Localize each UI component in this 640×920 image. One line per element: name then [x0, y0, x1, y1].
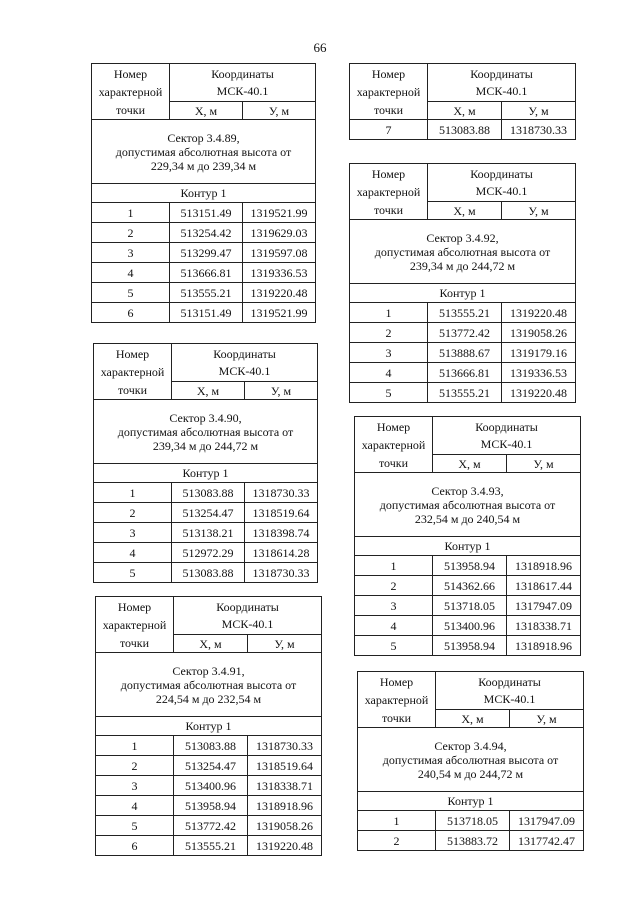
point-number: 1 [94, 483, 172, 503]
contour-label: Контур 1 [94, 464, 318, 483]
table-row [350, 383, 576, 403]
y-coordinate: 1318918.96 [507, 556, 581, 576]
x-coordinate: 513254.47 [172, 503, 245, 523]
table-row [96, 836, 322, 856]
header-x: X, м [172, 382, 245, 400]
sector-line: допустимая абсолютная высота от [120, 677, 297, 692]
sector-row [96, 653, 322, 717]
header-x: X, м [174, 635, 248, 653]
table-row [92, 263, 316, 283]
header-point-line: точки [373, 102, 404, 117]
x-coordinate: 513772.42 [174, 816, 248, 836]
y-coordinate: 1318398.74 [245, 523, 318, 543]
x-coordinate: 513151.49 [170, 303, 243, 323]
point-number: 4 [96, 796, 174, 816]
table-row [92, 243, 316, 263]
table-row [92, 303, 316, 323]
header-point-line: характерной [356, 84, 421, 99]
x-coordinate: 513555.21 [428, 303, 502, 323]
y-coordinate: 1318730.33 [245, 563, 318, 583]
header-point-cell [358, 672, 436, 728]
table-row [355, 596, 581, 616]
y-coordinate: 1318338.71 [248, 776, 322, 796]
header-point-cell [350, 164, 428, 220]
header-coords-line: Координаты [470, 66, 533, 81]
y-coordinate: 1318614.28 [245, 543, 318, 563]
coordinate-table [349, 163, 576, 403]
header-point-line: точки [119, 635, 150, 650]
x-coordinate: 513772.42 [428, 323, 502, 343]
sector-line: допустимая абсолютная высота от [115, 144, 292, 159]
y-coordinate: 1319597.08 [243, 243, 316, 263]
contour-row [358, 792, 584, 811]
sector-line: Сектор 3.4.90, [169, 410, 242, 425]
header-coords-line: Координаты [478, 674, 541, 689]
header-coords-line: Координаты [475, 419, 538, 434]
y-coordinate: 1319220.48 [502, 383, 576, 403]
point-number: 2 [94, 503, 172, 523]
y-coordinate: 1319521.99 [243, 303, 316, 323]
table-row [350, 120, 576, 140]
header-x: X, м [436, 710, 510, 728]
point-number: 2 [350, 323, 428, 343]
y-coordinate: 1318730.33 [248, 736, 322, 756]
header-y: У, м [502, 102, 576, 120]
point-number: 6 [96, 836, 174, 856]
x-coordinate: 513555.21 [174, 836, 248, 856]
x-coordinate: 513083.88 [428, 120, 502, 140]
header-point-line: Номер [113, 66, 148, 81]
header-point-cell [350, 64, 428, 120]
sector-line: допустимая абсолютная высота от [374, 244, 551, 259]
header-x: X, м [170, 102, 243, 120]
table-row [96, 816, 322, 836]
table-row [94, 483, 318, 503]
header-row [92, 64, 316, 102]
y-coordinate: 1319058.26 [248, 816, 322, 836]
table-row [358, 811, 584, 831]
x-coordinate: 513083.88 [172, 563, 245, 583]
y-coordinate: 1319179.16 [502, 343, 576, 363]
table-row [355, 636, 581, 656]
x-coordinate: 513151.49 [170, 203, 243, 223]
sector-line: 239,34 м до 244,72 м [152, 438, 259, 453]
header-point-line: характерной [361, 437, 426, 452]
x-coordinate: 513718.05 [433, 596, 507, 616]
point-number: 4 [94, 543, 172, 563]
table-row [355, 576, 581, 596]
y-coordinate: 1318730.33 [502, 120, 576, 140]
table-row [350, 323, 576, 343]
coordinate-table [357, 671, 584, 851]
contour-row [92, 184, 316, 203]
header-point-line: Номер [117, 599, 152, 614]
sector-line: 232,54 м до 240,54 м [414, 511, 521, 526]
x-coordinate: 513400.96 [433, 616, 507, 636]
sector-description [94, 400, 318, 464]
x-coordinate: 513958.94 [433, 556, 507, 576]
table-row [94, 543, 318, 563]
point-number: 4 [350, 363, 428, 383]
header-row [350, 64, 576, 102]
x-coordinate: 514362.66 [433, 576, 507, 596]
header-point-line: характерной [356, 184, 421, 199]
header-x: X, м [433, 455, 507, 473]
point-number: 5 [96, 816, 174, 836]
y-coordinate: 1319521.99 [243, 203, 316, 223]
y-coordinate: 1317947.09 [507, 596, 581, 616]
header-coords-cell [433, 417, 581, 455]
point-number: 2 [92, 223, 170, 243]
y-coordinate: 1317947.09 [510, 811, 584, 831]
header-coords-line: Координаты [216, 599, 279, 614]
contour-label: Контур 1 [96, 717, 322, 736]
header-y: У, м [245, 382, 318, 400]
header-point-line: точки [378, 455, 409, 470]
table-row [94, 503, 318, 523]
header-coords-line: МСК-40.1 [483, 691, 536, 706]
header-row [94, 344, 318, 382]
sector-description [350, 220, 576, 284]
header-y: У, м [243, 102, 316, 120]
header-point-line: Номер [371, 66, 406, 81]
sector-line: допустимая абсолютная высота от [379, 497, 556, 512]
x-coordinate: 513555.21 [428, 383, 502, 403]
sector-row [358, 728, 584, 792]
header-point-line: Номер [371, 166, 406, 181]
coordinate-table [91, 63, 316, 323]
x-coordinate: 513666.81 [428, 363, 502, 383]
point-number: 5 [350, 383, 428, 403]
sector-line: допустимая абсолютная высота от [117, 424, 294, 439]
point-number: 3 [94, 523, 172, 543]
contour-label: Контур 1 [358, 792, 584, 811]
sector-line: 239,34 м до 244,72 м [409, 258, 516, 273]
sector-line: Сектор 3.4.93, [431, 483, 504, 498]
sector-row [355, 473, 581, 537]
page-number: 66 [313, 40, 327, 55]
x-coordinate: 513555.21 [170, 283, 243, 303]
header-coords-line: МСК-40.1 [216, 83, 269, 98]
contour-label: Контур 1 [355, 537, 581, 556]
sector-description [92, 120, 316, 184]
point-number: 4 [355, 616, 433, 636]
y-coordinate: 1319220.48 [248, 836, 322, 856]
header-row [355, 417, 581, 455]
y-coordinate: 1318617.44 [507, 576, 581, 596]
table-row [96, 736, 322, 756]
sector-line: допустимая абсолютная высота от [382, 752, 559, 767]
table-row [92, 283, 316, 303]
y-coordinate: 1318519.64 [245, 503, 318, 523]
header-point-line: точки [115, 102, 146, 117]
contour-row [355, 537, 581, 556]
point-number: 3 [92, 243, 170, 263]
sector-line: 224,54 м до 232,54 м [155, 691, 262, 706]
x-coordinate: 513958.94 [433, 636, 507, 656]
header-point-line: точки [117, 382, 148, 397]
table-row [96, 796, 322, 816]
point-number: 6 [92, 303, 170, 323]
table-row [96, 776, 322, 796]
header-coords-cell [174, 597, 322, 635]
x-coordinate: 513666.81 [170, 263, 243, 283]
header-point-line: точки [381, 710, 412, 725]
point-number: 2 [96, 756, 174, 776]
y-coordinate: 1319220.48 [502, 303, 576, 323]
x-coordinate: 513888.67 [428, 343, 502, 363]
point-number: 1 [355, 556, 433, 576]
x-coordinate: 512972.29 [172, 543, 245, 563]
point-number: 1 [358, 811, 436, 831]
table-row [92, 223, 316, 243]
table-row [96, 756, 322, 776]
x-coordinate: 513138.21 [172, 523, 245, 543]
y-coordinate: 1319629.03 [243, 223, 316, 243]
table-row [92, 203, 316, 223]
header-coords-cell [170, 64, 316, 102]
x-coordinate: 513083.88 [172, 483, 245, 503]
coordinate-table [349, 63, 576, 140]
y-coordinate: 1318730.33 [245, 483, 318, 503]
header-point-cell [355, 417, 433, 473]
header-coords-line: Координаты [211, 66, 274, 81]
coordinate-table [93, 343, 318, 583]
header-coords-cell [436, 672, 584, 710]
table-row [94, 523, 318, 543]
header-point-line: характерной [364, 692, 429, 707]
header-row [96, 597, 322, 635]
sector-line: Сектор 3.4.91, [172, 663, 245, 678]
table-row [358, 831, 584, 851]
x-coordinate: 513254.42 [170, 223, 243, 243]
header-coords-line: МСК-40.1 [480, 436, 533, 451]
point-number: 1 [96, 736, 174, 756]
sector-description [355, 473, 581, 537]
header-point-line: характерной [100, 364, 165, 379]
contour-label: Контур 1 [92, 184, 316, 203]
header-x: X, м [428, 102, 502, 120]
table-row [350, 363, 576, 383]
y-coordinate: 1317742.47 [510, 831, 584, 851]
point-number: 7 [350, 120, 428, 140]
point-number: 5 [92, 283, 170, 303]
header-y: У, м [507, 455, 581, 473]
header-point-line: характерной [102, 617, 167, 632]
x-coordinate: 513254.47 [174, 756, 248, 776]
header-coords-line: МСК-40.1 [218, 363, 271, 378]
sector-description [96, 653, 322, 717]
table-row [350, 343, 576, 363]
header-point-line: Номер [376, 419, 411, 434]
header-x: X, м [428, 202, 502, 220]
y-coordinate: 1319336.53 [502, 363, 576, 383]
y-coordinate: 1318519.64 [248, 756, 322, 776]
header-coords-cell [172, 344, 318, 382]
header-coords-cell [428, 164, 576, 202]
contour-row [94, 464, 318, 483]
point-number: 5 [94, 563, 172, 583]
contour-row [350, 284, 576, 303]
x-coordinate: 513718.05 [436, 811, 510, 831]
sector-row [92, 120, 316, 184]
point-number: 4 [92, 263, 170, 283]
point-number: 3 [355, 596, 433, 616]
sector-line: Сектор 3.4.94, [434, 738, 507, 753]
table-row [94, 563, 318, 583]
table-row [350, 303, 576, 323]
sector-line: 229,34 м до 239,34 м [150, 158, 257, 173]
header-coords-line: Координаты [470, 166, 533, 181]
header-point-line: характерной [98, 84, 163, 99]
header-point-cell [92, 64, 170, 120]
coordinate-table [95, 596, 322, 856]
coordinate-table [354, 416, 581, 656]
point-number: 1 [92, 203, 170, 223]
y-coordinate: 1318918.96 [248, 796, 322, 816]
point-number: 5 [355, 636, 433, 656]
contour-row [96, 717, 322, 736]
contour-label: Контур 1 [350, 284, 576, 303]
point-number: 2 [358, 831, 436, 851]
header-coords-line: МСК-40.1 [221, 616, 274, 631]
x-coordinate: 513400.96 [174, 776, 248, 796]
header-y: У, м [248, 635, 322, 653]
y-coordinate: 1319220.48 [243, 283, 316, 303]
sector-row [350, 220, 576, 284]
header-row [358, 672, 584, 710]
header-point-cell [94, 344, 172, 400]
point-number: 2 [355, 576, 433, 596]
sector-line: Сектор 3.4.92, [426, 230, 499, 245]
header-point-line: Номер [115, 346, 150, 361]
x-coordinate: 513958.94 [174, 796, 248, 816]
header-y: У, м [502, 202, 576, 220]
header-coords-cell [428, 64, 576, 102]
sector-line: Сектор 3.4.89, [167, 130, 240, 145]
sector-description [358, 728, 584, 792]
point-number: 3 [350, 343, 428, 363]
x-coordinate: 513299.47 [170, 243, 243, 263]
sector-line: 240,54 м до 244,72 м [417, 766, 524, 781]
x-coordinate: 513883.72 [436, 831, 510, 851]
header-point-cell [96, 597, 174, 653]
header-coords-line: Координаты [213, 346, 276, 361]
sector-row [94, 400, 318, 464]
y-coordinate: 1318338.71 [507, 616, 581, 636]
header-point-line: точки [373, 202, 404, 217]
header-coords-line: МСК-40.1 [475, 83, 528, 98]
y-coordinate: 1318918.96 [507, 636, 581, 656]
point-number: 1 [350, 303, 428, 323]
y-coordinate: 1319058.26 [502, 323, 576, 343]
header-point-line: Номер [379, 674, 414, 689]
table-row [355, 556, 581, 576]
header-coords-line: МСК-40.1 [475, 183, 528, 198]
table-row [355, 616, 581, 636]
header-y: У, м [510, 710, 584, 728]
x-coordinate: 513083.88 [174, 736, 248, 756]
header-row [350, 164, 576, 202]
y-coordinate: 1319336.53 [243, 263, 316, 283]
point-number: 3 [96, 776, 174, 796]
